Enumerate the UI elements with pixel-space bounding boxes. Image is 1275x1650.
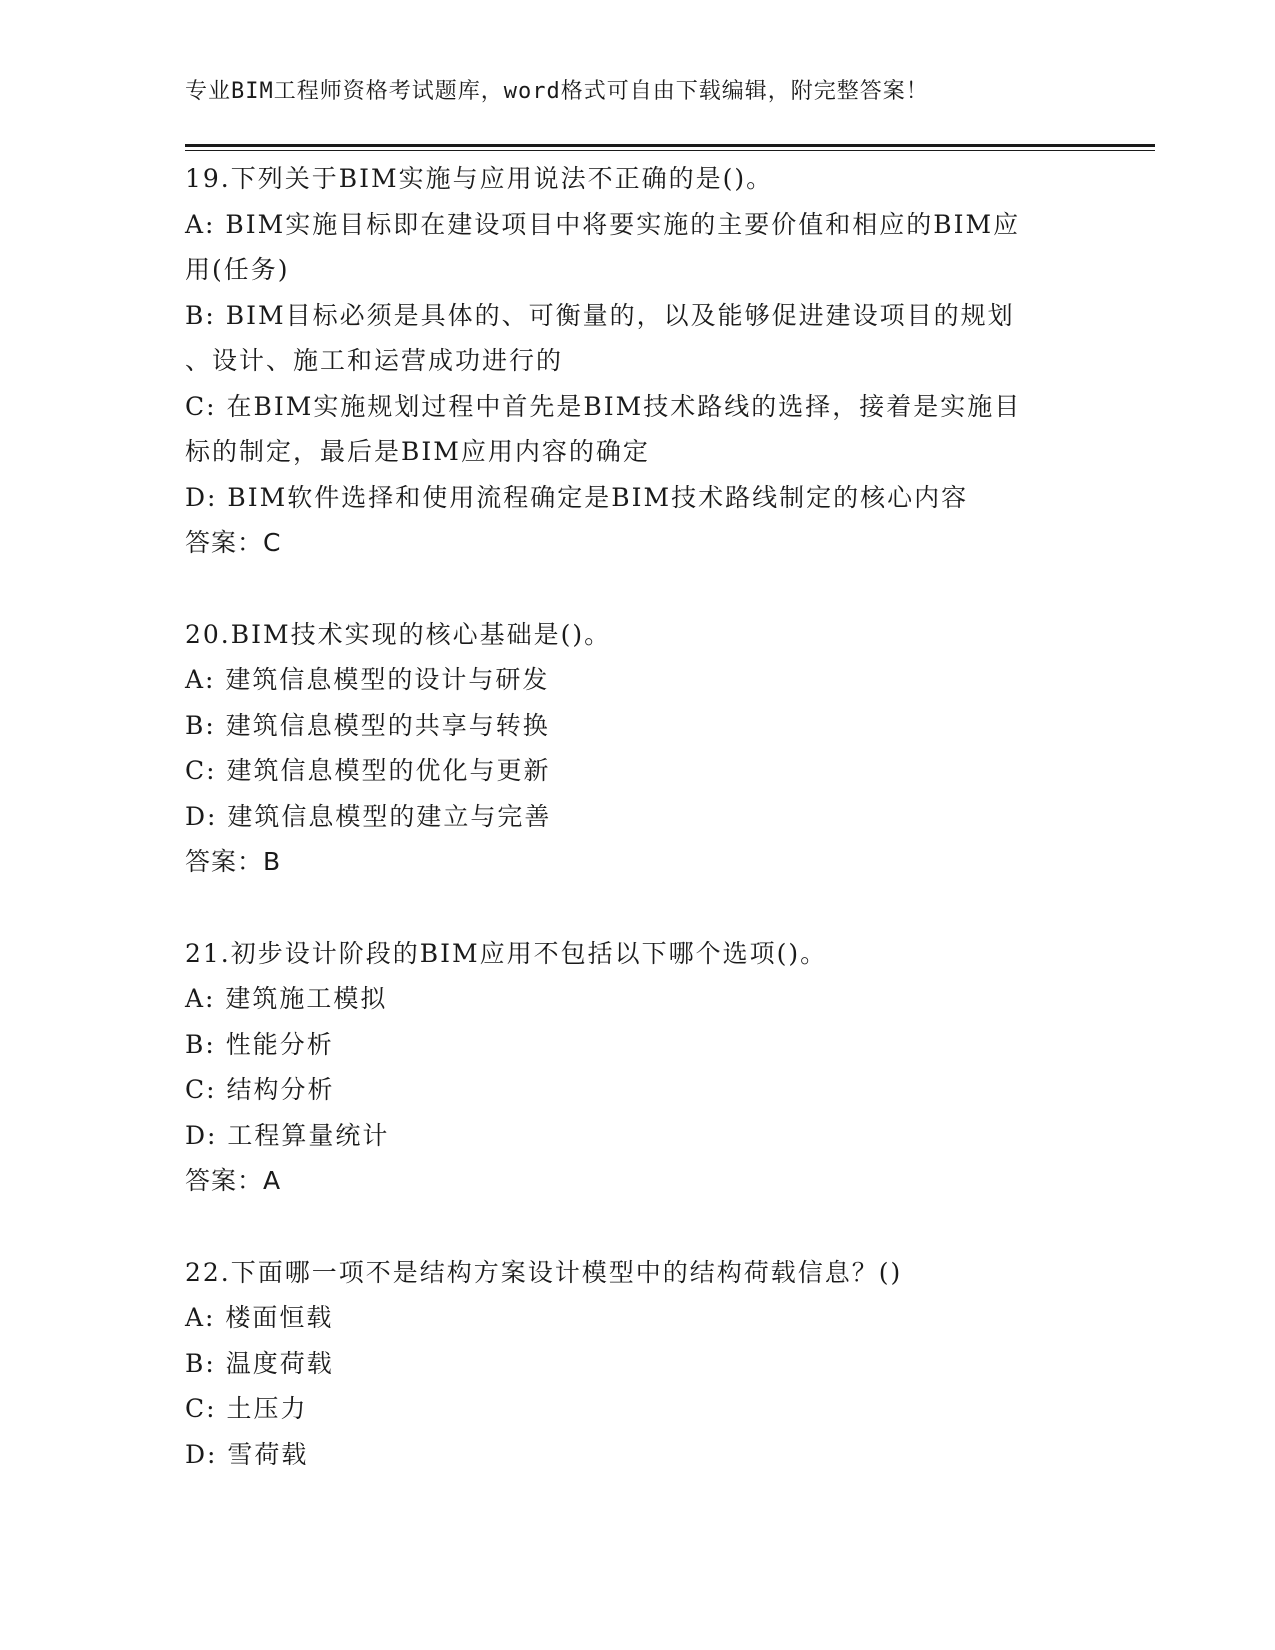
option-b: B: 性能分析: [185, 1029, 334, 1059]
option-a: A: 建筑信息模型的设计与研发: [185, 665, 550, 694]
answer: 答案：C: [185, 528, 282, 557]
option-c-continued: 标的制定，最后是BIM应用内容的确定: [185, 437, 650, 466]
page-header: 专业BIM工程师资格考试题库，word格式可自由下载编辑，附完整答案！: [185, 79, 929, 104]
option-c: C: 土压力: [185, 1394, 308, 1423]
header-rule-thick: [185, 144, 1155, 147]
question-stem: 22.下面哪一项不是结构方案设计模型中的结构荷载信息？(): [185, 1257, 903, 1287]
question-21: [185, 931, 1085, 1204]
answer: 答案：B: [185, 847, 282, 876]
question-19: [185, 156, 1085, 566]
option-c: C: 结构分析: [185, 1075, 335, 1104]
option-b: B: BIM目标必须是具体的、可衡量的，以及能够促进建设项目的规划: [185, 300, 1015, 330]
option-a-continued: 用(任务): [185, 255, 290, 284]
option-a: A: BIM实施目标即在建设项目中将要实施的主要价值和相应的BIM应: [185, 209, 1021, 239]
option-b-continued: 、设计、施工和运营成功进行的: [185, 346, 564, 375]
question-22: [185, 1250, 1085, 1478]
option-b: B: 建筑信息模型的共享与转换: [185, 710, 550, 740]
option-b: B: 温度荷载: [185, 1348, 334, 1378]
question-stem: 19.下列关于BIM实施与应用说法不正确的是()。: [185, 164, 774, 193]
option-d: D: 建筑信息模型的建立与完善: [185, 801, 552, 831]
option-c: C: 建筑信息模型的优化与更新: [185, 756, 551, 785]
question-20: [185, 612, 1085, 885]
option-d: D: 雪荷载: [185, 1439, 309, 1469]
answer: 答案：A: [185, 1166, 282, 1195]
option-d: D: BIM软件选择和使用流程确定是BIM技术路线制定的核心内容: [185, 482, 969, 512]
option-a: A: 楼面恒载: [185, 1303, 334, 1332]
question-stem: 20.BIM技术实现的核心基础是()。: [185, 619, 612, 649]
option-c: C: 在BIM实施规划过程中首先是BIM技术路线的选择，接着是实施目: [185, 391, 1022, 421]
question-stem: 21.初步设计阶段的BIM应用不包括以下哪个选项()。: [185, 938, 828, 968]
option-d: D: 工程算量统计: [185, 1120, 390, 1150]
header-rule-thin: [185, 150, 1155, 151]
question-list: [185, 156, 1085, 1477]
option-a: A: 建筑施工模拟: [185, 984, 388, 1013]
